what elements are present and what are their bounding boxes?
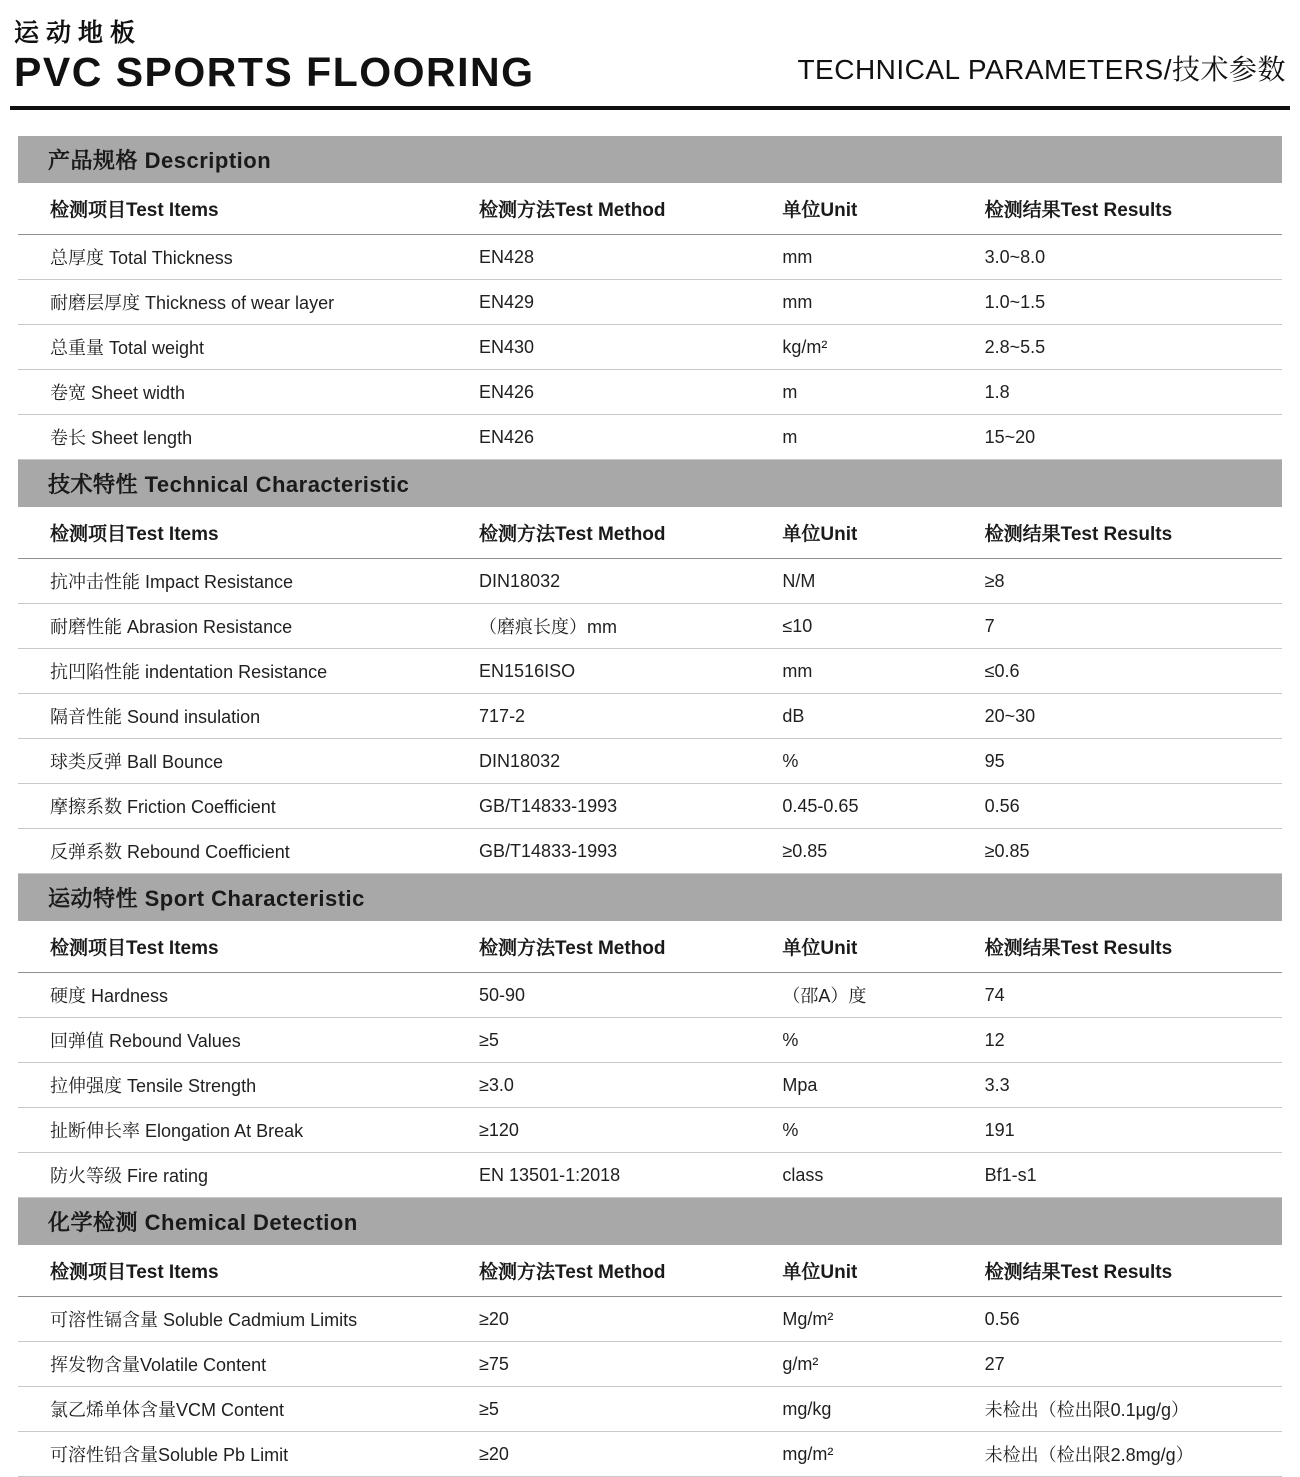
cell-test-result: 3.3 bbox=[979, 1063, 1282, 1108]
cell-test-item: 挥发物含量Volatile Content bbox=[18, 1342, 473, 1387]
header-subtitle: TECHNICAL PARAMETERS/技术参数 bbox=[797, 54, 1286, 86]
table-row bbox=[18, 649, 1282, 694]
table-row bbox=[18, 829, 1282, 874]
cell-test-item: 氯乙烯单体含量VCM Content bbox=[18, 1387, 473, 1432]
section-chemical-detection bbox=[18, 1198, 1282, 1477]
column-header-test-method: 检测方法Test Method bbox=[473, 921, 776, 973]
cell-test-item: 防火等级 Fire rating bbox=[18, 1153, 473, 1198]
column-header-test-results: 检测结果Test Results bbox=[979, 1245, 1282, 1297]
table-row bbox=[18, 280, 1282, 325]
column-header-test-items: 检测项目Test Items bbox=[18, 1245, 473, 1297]
cell-test-result: 未检出（检出限2.8mg/g） bbox=[979, 1432, 1282, 1477]
table-row bbox=[18, 973, 1282, 1018]
cell-test-result: 27 bbox=[979, 1342, 1282, 1387]
table-row bbox=[18, 1018, 1282, 1063]
table-row bbox=[18, 370, 1282, 415]
cell-test-result: 0.56 bbox=[979, 1297, 1282, 1342]
cell-test-method: EN429 bbox=[473, 280, 776, 325]
cell-test-method: （磨痕长度）mm bbox=[473, 604, 776, 649]
page-title-en: PVC SPORTS FLOORING bbox=[14, 49, 535, 96]
table-row bbox=[18, 694, 1282, 739]
section-title-chemical-detection: 化学检测 Chemical Detection bbox=[18, 1198, 1282, 1245]
cell-test-result: 未检出（检出限0.1μg/g） bbox=[979, 1387, 1282, 1432]
page-title-cn: 运动地板 bbox=[14, 19, 143, 47]
column-header-test-method: 检测方法Test Method bbox=[473, 507, 776, 559]
cell-unit: m bbox=[776, 415, 978, 460]
cell-unit: mm bbox=[776, 235, 978, 280]
cell-test-method: EN 13501-1:2018 bbox=[473, 1153, 776, 1198]
table-sport-characteristic bbox=[18, 921, 1282, 1198]
table-row bbox=[18, 415, 1282, 460]
cell-test-method: ≥75 bbox=[473, 1342, 776, 1387]
cell-test-result: 95 bbox=[979, 739, 1282, 784]
cell-unit: mg/kg bbox=[776, 1387, 978, 1432]
cell-unit: class bbox=[776, 1153, 978, 1198]
column-header-unit: 单位Unit bbox=[776, 921, 978, 973]
cell-unit: ≥0.85 bbox=[776, 829, 978, 874]
cell-test-item: 可溶性镉含量 Soluble Cadmium Limits bbox=[18, 1297, 473, 1342]
cell-unit: % bbox=[776, 1018, 978, 1063]
cell-test-method: 50-90 bbox=[473, 973, 776, 1018]
table-row bbox=[18, 235, 1282, 280]
cell-unit: g/m² bbox=[776, 1342, 978, 1387]
table-row bbox=[18, 1153, 1282, 1198]
cell-test-result: 0.56 bbox=[979, 784, 1282, 829]
cell-test-item: 卷长 Sheet length bbox=[18, 415, 473, 460]
section-title-technical-characteristic: 技术特性 Technical Characteristic bbox=[18, 460, 1282, 507]
cell-test-item: 耐磨性能 Abrasion Resistance bbox=[18, 604, 473, 649]
cell-unit: Mpa bbox=[776, 1063, 978, 1108]
table-description bbox=[18, 183, 1282, 460]
cell-test-result: 1.0~1.5 bbox=[979, 280, 1282, 325]
cell-unit: 0.45-0.65 bbox=[776, 784, 978, 829]
table-row bbox=[18, 559, 1282, 604]
cell-test-method: ≥5 bbox=[473, 1018, 776, 1063]
column-header-test-method: 检测方法Test Method bbox=[473, 183, 776, 235]
cell-test-item: 硬度 Hardness bbox=[18, 973, 473, 1018]
cell-unit: dB bbox=[776, 694, 978, 739]
cell-test-item: 可溶性铅含量Soluble Pb Limit bbox=[18, 1432, 473, 1477]
cell-test-result: ≥8 bbox=[979, 559, 1282, 604]
cell-unit: （邵A）度 bbox=[776, 973, 978, 1018]
cell-test-item: 扯断伸长率 Elongation At Break bbox=[18, 1108, 473, 1153]
section-title-sport-characteristic: 运动特性 Sport Characteristic bbox=[18, 874, 1282, 921]
cell-test-result: 191 bbox=[979, 1108, 1282, 1153]
cell-test-item: 摩擦系数 Friction Coefficient bbox=[18, 784, 473, 829]
cell-test-result: ≤0.6 bbox=[979, 649, 1282, 694]
section-sport-characteristic bbox=[18, 874, 1282, 1198]
cell-test-result: 2.8~5.5 bbox=[979, 325, 1282, 370]
cell-test-method: DIN18032 bbox=[473, 559, 776, 604]
table-row bbox=[18, 1432, 1282, 1477]
tables-container bbox=[0, 110, 1300, 1477]
table-chemical-detection bbox=[18, 1245, 1282, 1477]
cell-test-item: 卷宽 Sheet width bbox=[18, 370, 473, 415]
cell-test-method: EN1516ISO bbox=[473, 649, 776, 694]
cell-test-method: ≥20 bbox=[473, 1297, 776, 1342]
cell-test-result: 1.8 bbox=[979, 370, 1282, 415]
column-header-test-results: 检测结果Test Results bbox=[979, 183, 1282, 235]
column-header-unit: 单位Unit bbox=[776, 507, 978, 559]
cell-test-item: 抗凹陷性能 indentation Resistance bbox=[18, 649, 473, 694]
cell-test-result: 12 bbox=[979, 1018, 1282, 1063]
cell-unit: Mg/m² bbox=[776, 1297, 978, 1342]
column-header-test-results: 检测结果Test Results bbox=[979, 921, 1282, 973]
page-header bbox=[0, 0, 1300, 100]
table-row bbox=[18, 325, 1282, 370]
cell-unit: N/M bbox=[776, 559, 978, 604]
column-header-test-items: 检测项目Test Items bbox=[18, 507, 473, 559]
cell-test-result: 20~30 bbox=[979, 694, 1282, 739]
column-header-test-items: 检测项目Test Items bbox=[18, 183, 473, 235]
cell-test-result: 3.0~8.0 bbox=[979, 235, 1282, 280]
cell-test-method: GB/T14833-1993 bbox=[473, 829, 776, 874]
cell-test-method: 717-2 bbox=[473, 694, 776, 739]
cell-test-item: 抗冲击性能 Impact Resistance bbox=[18, 559, 473, 604]
column-header-test-items: 检测项目Test Items bbox=[18, 921, 473, 973]
cell-test-method: ≥3.0 bbox=[473, 1063, 776, 1108]
cell-test-method: ≥120 bbox=[473, 1108, 776, 1153]
cell-unit: kg/m² bbox=[776, 325, 978, 370]
cell-test-method: GB/T14833-1993 bbox=[473, 784, 776, 829]
cell-unit: mm bbox=[776, 649, 978, 694]
table-row bbox=[18, 1297, 1282, 1342]
cell-test-item: 反弹系数 Rebound Coefficient bbox=[18, 829, 473, 874]
table-technical-characteristic bbox=[18, 507, 1282, 874]
section-technical-characteristic bbox=[18, 460, 1282, 874]
table-row bbox=[18, 604, 1282, 649]
table-row bbox=[18, 1063, 1282, 1108]
cell-unit: mm bbox=[776, 280, 978, 325]
table-row bbox=[18, 784, 1282, 829]
cell-unit: mg/m² bbox=[776, 1432, 978, 1477]
column-header-test-method: 检测方法Test Method bbox=[473, 1245, 776, 1297]
cell-unit: ≤10 bbox=[776, 604, 978, 649]
cell-test-method: EN430 bbox=[473, 325, 776, 370]
cell-test-method: ≥5 bbox=[473, 1387, 776, 1432]
cell-test-item: 球类反弹 Ball Bounce bbox=[18, 739, 473, 784]
table-row bbox=[18, 739, 1282, 784]
cell-unit: % bbox=[776, 1108, 978, 1153]
cell-test-method: EN428 bbox=[473, 235, 776, 280]
table-header-row bbox=[18, 507, 1282, 559]
section-title-description: 产品规格 Description bbox=[18, 136, 1282, 183]
table-header-row bbox=[18, 183, 1282, 235]
cell-test-result: Bf1-s1 bbox=[979, 1153, 1282, 1198]
cell-test-method: EN426 bbox=[473, 370, 776, 415]
table-header-row bbox=[18, 921, 1282, 973]
cell-test-item: 总重量 Total weight bbox=[18, 325, 473, 370]
header-left bbox=[14, 18, 535, 94]
column-header-unit: 单位Unit bbox=[776, 1245, 978, 1297]
cell-test-method: ≥20 bbox=[473, 1432, 776, 1477]
cell-test-item: 回弹值 Rebound Values bbox=[18, 1018, 473, 1063]
cell-test-result: ≥0.85 bbox=[979, 829, 1282, 874]
cell-test-result: 7 bbox=[979, 604, 1282, 649]
cell-test-item: 拉伸强度 Tensile Strength bbox=[18, 1063, 473, 1108]
section-description bbox=[18, 136, 1282, 460]
cell-test-method: DIN18032 bbox=[473, 739, 776, 784]
cell-unit: % bbox=[776, 739, 978, 784]
cell-test-result: 15~20 bbox=[979, 415, 1282, 460]
cell-test-method: EN426 bbox=[473, 415, 776, 460]
cell-unit: m bbox=[776, 370, 978, 415]
table-row bbox=[18, 1342, 1282, 1387]
cell-test-item: 耐磨层厚度 Thickness of wear layer bbox=[18, 280, 473, 325]
column-header-test-results: 检测结果Test Results bbox=[979, 507, 1282, 559]
table-row bbox=[18, 1108, 1282, 1153]
cell-test-result: 74 bbox=[979, 973, 1282, 1018]
table-row bbox=[18, 1387, 1282, 1432]
table-header-row bbox=[18, 1245, 1282, 1297]
cell-test-item: 总厚度 Total Thickness bbox=[18, 235, 473, 280]
column-header-unit: 单位Unit bbox=[776, 183, 978, 235]
cell-test-item: 隔音性能 Sound insulation bbox=[18, 694, 473, 739]
